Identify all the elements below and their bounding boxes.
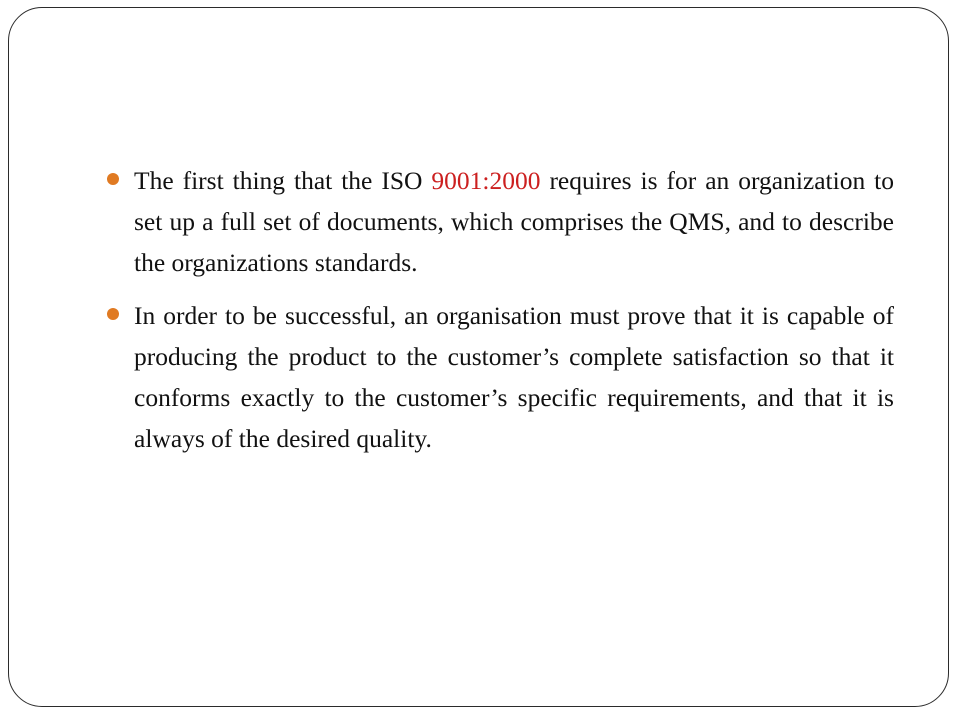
bullet-dot-icon <box>107 173 119 185</box>
bullet-text-before: The first thing that the ISO <box>134 166 432 195</box>
bullet-list <box>104 160 894 459</box>
iso-standard-number: 9001:2000 <box>431 166 541 195</box>
bullet-text <box>134 160 894 283</box>
bullet-dot-icon <box>107 308 119 320</box>
bullet-text-after: requires is for an organization to set up a full set of documents, which comprises the QMS, and to describe the organizations standards. <box>134 166 895 277</box>
bullet-item-iso-requirement <box>104 160 894 283</box>
bullet-item-success-condition <box>104 295 894 459</box>
bullet-text: In order to be successful, an organisation must prove that it is capable of producing the product to the customer’s complete satisfaction so that it conforms exactly to the customer’s specific requirements, and that it is always of the desired quality. <box>134 301 894 453</box>
